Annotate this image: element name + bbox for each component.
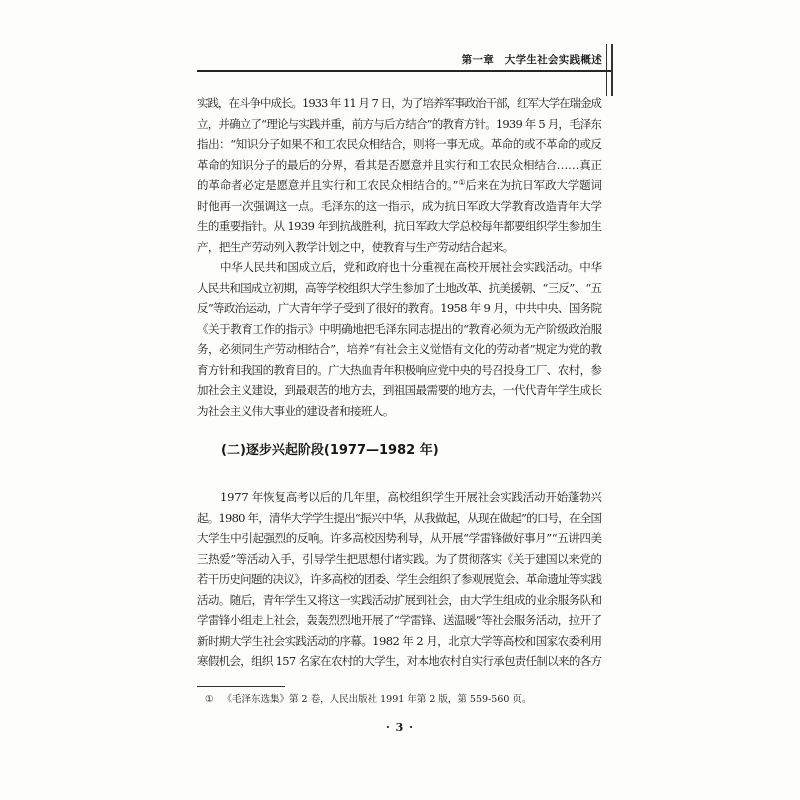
body-text-line: 新时期大学生社会实践活动的序幕。1982 年 2 月，北京大学等高校和国家农委利用 <box>197 633 602 648</box>
line-text: 的革命者必定是愿意并且实行和工农民众相结合的。” <box>197 178 459 192</box>
paragraph <box>197 93 602 257</box>
body-text-line: 大学生中引起强烈的反响。许多高校因势利导，从开展“学雷锋做好事月”“五讲四美 <box>197 531 602 545</box>
body-text-line: 产，把生产劳动列入教学计划之中，使教育与生产劳动结合起来。 <box>197 239 514 254</box>
body-text-line <box>197 175 602 196</box>
body-text-line: 反”等政治运动，广大青年学子受到了很好的教育。1958 年 9 月，中共中央、国务院 <box>197 301 602 315</box>
body-text-line: 务，必须同生产劳动相结合”，培养“有社会主义觉悟有文化的劳动者”规定为党的教 <box>197 342 602 356</box>
body-text-line: 革命的知识分子的最后的分界，看其是否愿意并且实行和工农民众相结合……真正 <box>197 157 602 172</box>
body-text-line: 实践，在斗争中成长。1933 年 11 月 7 日，为了培养军事政治干部，红军大学在瑞金成 <box>197 96 601 110</box>
body-text-line: 生的重要指针。从 1939 年到抗战胜利，抗日军政大学总校每年都要组织学生参加生 <box>197 219 602 233</box>
paragraph <box>197 257 602 421</box>
header-side-bar <box>606 44 607 96</box>
body-text-line: 寒假机会，组织 157 名家在农村的大学生，对本地农村自实行承包责任制以来的各方 <box>197 654 602 668</box>
body-text-line: 育方针和我国的教育目的。广大热血青年积极响应党中央的号召投身工厂、农村，参 <box>197 362 602 377</box>
running-header-chapter-title: 第一章 大学生社会实践概述 <box>461 54 602 66</box>
body-text-line: 若干历史问题的决议》，许多高校的团委、学生会组织了参观展览会、革命遗址等实践 <box>197 572 602 586</box>
body-text-line: 起。1980 年，清华大学学生提出“振兴中华，从我做起，从现在做起”的口号，在全国 <box>197 510 602 525</box>
body-text-line: 学雷锋小组走上社会，轰轰烈烈地开展了“学雷锋、送温暖”等社会服务活动，拉开了 <box>197 613 602 627</box>
footnote-marker: ① <box>205 694 214 705</box>
footnote-rule <box>197 686 285 687</box>
body-text-line: 立，并确立了“理论与实践并重，前方与后方结合”的教育方针。1939 年 5 月，毛泽东 <box>197 116 602 131</box>
body-text-line: 《关于教育工作的指示》中明确地把毛泽东同志提出的“教育必须为无产阶级政治服 <box>197 321 602 336</box>
section-heading: (二)逐步兴起阶段(1977—1982 年) <box>221 443 439 458</box>
header-rule <box>197 70 613 72</box>
body-text-line: 中华人民共和国成立后，党和政府也十分重视在高校开展社会实践活动。中华 <box>220 260 602 274</box>
footnote-text: 《毛泽东选集》第 2 卷，人民出版社 1991 年第 2 版，第 559-560 页。 <box>222 694 532 705</box>
body-text-line: 1977 年恢复高考以后的几年里，高校组织学生开展社会实践活动开始蓬勃兴 <box>220 490 602 504</box>
body-text-line: 指出：“知识分子如果不和工农民众相结合，则将一事无成。革命的或不革命的或反 <box>197 137 602 151</box>
body-text-line: 三热爱”等活动入手，引导学生把思想付诸实践。为了贯彻落实《关于建国以来党的 <box>197 551 602 566</box>
footnote-reference: ① <box>458 178 466 187</box>
body-text-line: 时他再一次强调这一点。毛泽东的这一指示，成为抗日军政大学教育改造青年大学 <box>197 198 602 213</box>
body-text-line: 加社会主义建设，到最艰苦的地方去，到祖国最需要的地方去，一代代青年学生成长 <box>197 383 602 397</box>
body-text-line: 活动。随后，青年学生又将这一实践活动扩展到社会，由大学生组成的业余服务队和 <box>197 592 602 607</box>
body-text-line: 为社会主义伟大事业的建设者和接班人。 <box>197 403 394 418</box>
footnote <box>205 693 531 707</box>
header-side-bar <box>611 44 613 96</box>
line-text: 后来在为抗日军政大学题词 <box>465 178 602 192</box>
page-number: · 3 · <box>386 721 414 734</box>
paragraph <box>197 487 602 672</box>
body-text-line: 人民共和国成立初期，高等学校组织大学生参加了土地改革、抗美援朝、“三反”、“五 <box>197 280 602 295</box>
